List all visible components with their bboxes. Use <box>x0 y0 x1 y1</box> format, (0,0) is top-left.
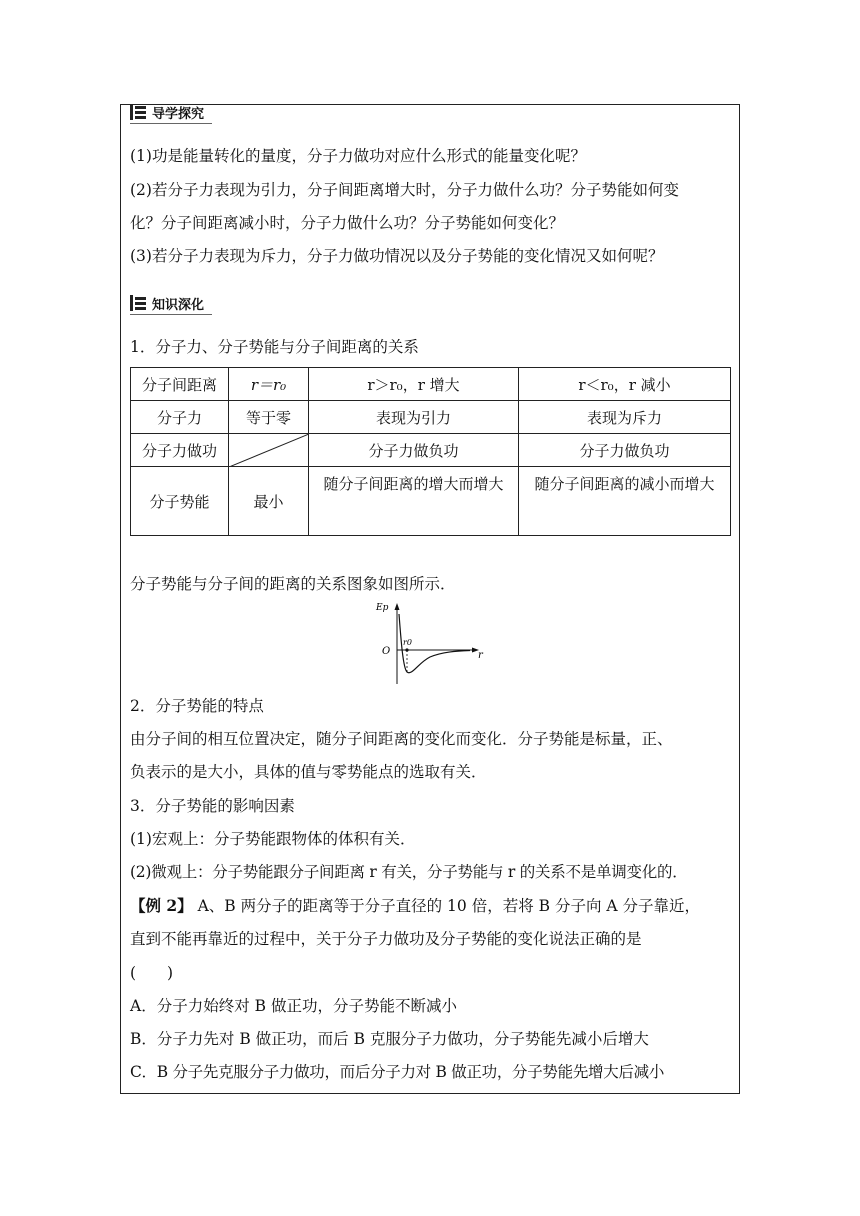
point-2-text-b: 负表示的是大小，具体的值与零势能点的选取有关． <box>130 763 487 781</box>
question-2a: (2)若分子力表现为引力，分子间距离增大时，分子力做什么功？分子势能如何变 <box>130 181 679 199</box>
section-bars-icon <box>130 295 146 311</box>
option-b: B．分子力先对 B 做正功，而后 B 克服分子力做功，分子势能先减小后增大 <box>130 1030 649 1048</box>
x-axis-label: r <box>478 650 483 661</box>
table-cell: 随分子间距离的增大而增大 <box>309 467 519 536</box>
table-cell: 表现为引力 <box>309 401 519 434</box>
y-axis-arrow <box>395 603 400 610</box>
point-2-heading: 2．分子势能的特点 <box>130 697 264 715</box>
section-header-guided <box>130 101 212 124</box>
figure-caption: 分子势能与分子间的距离的关系图象如图所示． <box>130 575 456 593</box>
table-cell: r＜r₀，r 减小 <box>519 368 731 401</box>
example-tag: 【例 2】 <box>130 896 193 915</box>
r0-point <box>405 648 408 651</box>
y-axis-label: Ep <box>376 603 389 613</box>
point-3-heading: 3．分子势能的影响因素 <box>130 797 295 815</box>
table-row <box>131 467 731 536</box>
question-2b: 化？分子间距离减小时，分子力做什么功？分子势能如何变化？ <box>130 214 565 232</box>
table-cell: 最小 <box>229 467 309 536</box>
example-stem: A、B 两分子的距离等于分子直径的 10 倍，若将 B 分子向 A 分子靠近， <box>192 897 700 915</box>
option-a: A．分子力始终对 B 做正功，分子势能不断减小 <box>130 997 457 1015</box>
table-cell: r＝r₀ <box>229 368 309 401</box>
table-row <box>131 434 731 467</box>
table-row <box>131 401 731 434</box>
table-cell: 分子力做功 <box>131 434 229 467</box>
example-stem-line-1 <box>130 896 700 916</box>
table-cell-slash <box>229 434 309 467</box>
section-title: 知识深化 <box>152 297 205 313</box>
table-cell: 分子间距离 <box>131 368 229 401</box>
section-title: 导学探究 <box>152 106 205 122</box>
option-c: C．B 分子先克服分子力做功，而后分子力对 B 做正功，分子势能先增大后减小 <box>130 1063 665 1081</box>
diagonal-slash <box>229 434 309 467</box>
table-cell: 分子力做负功 <box>519 434 731 467</box>
table-cell: 表现为斥力 <box>519 401 731 434</box>
question-3: (3)若分子力表现为斥力，分子力做功情况以及分子势能的变化情况又如何呢？ <box>130 247 664 265</box>
r0-label: r0 <box>403 638 412 647</box>
question-1: (1)功是能量转化的量度，分子力做功对应什么形式的能量变化呢？ <box>130 147 586 165</box>
table-cell: 分子势能 <box>131 467 229 536</box>
table-cell: 随分子间距离的减小而增大 <box>519 467 731 536</box>
potential-energy-graph <box>370 600 490 688</box>
point-3-item-2: (2)微观上：分子势能跟分子间距离 r 有关，分子势能与 r 的关系不是单调变化的． <box>130 863 688 881</box>
table-cell: 分子力 <box>131 401 229 434</box>
relation-table <box>130 367 731 536</box>
origin-label: O <box>382 646 391 657</box>
table-row <box>131 368 731 401</box>
point-2-text-a: 由分子间的相互位置决定，随分子间距离的变化而变化．分子势能是标量，正、 <box>130 730 673 748</box>
section-bars-icon <box>130 104 146 120</box>
table-cell: r＞r₀，r 增大 <box>309 368 519 401</box>
answer-bracket: ( ) <box>130 964 174 982</box>
table-cell: 分子力做负功 <box>309 434 519 467</box>
point-1-heading: 1．分子力、分子势能与分子间距离的关系 <box>130 338 419 356</box>
section-header-knowledge <box>130 292 212 315</box>
point-3-item-1: (1)宏观上：分子势能跟物体的体积有关． <box>130 830 416 848</box>
table-cell: 等于零 <box>229 401 309 434</box>
example-stem-line-2: 直到不能再靠近的过程中，关于分子力做功及分子势能的变化说法正确的是 <box>130 930 642 948</box>
